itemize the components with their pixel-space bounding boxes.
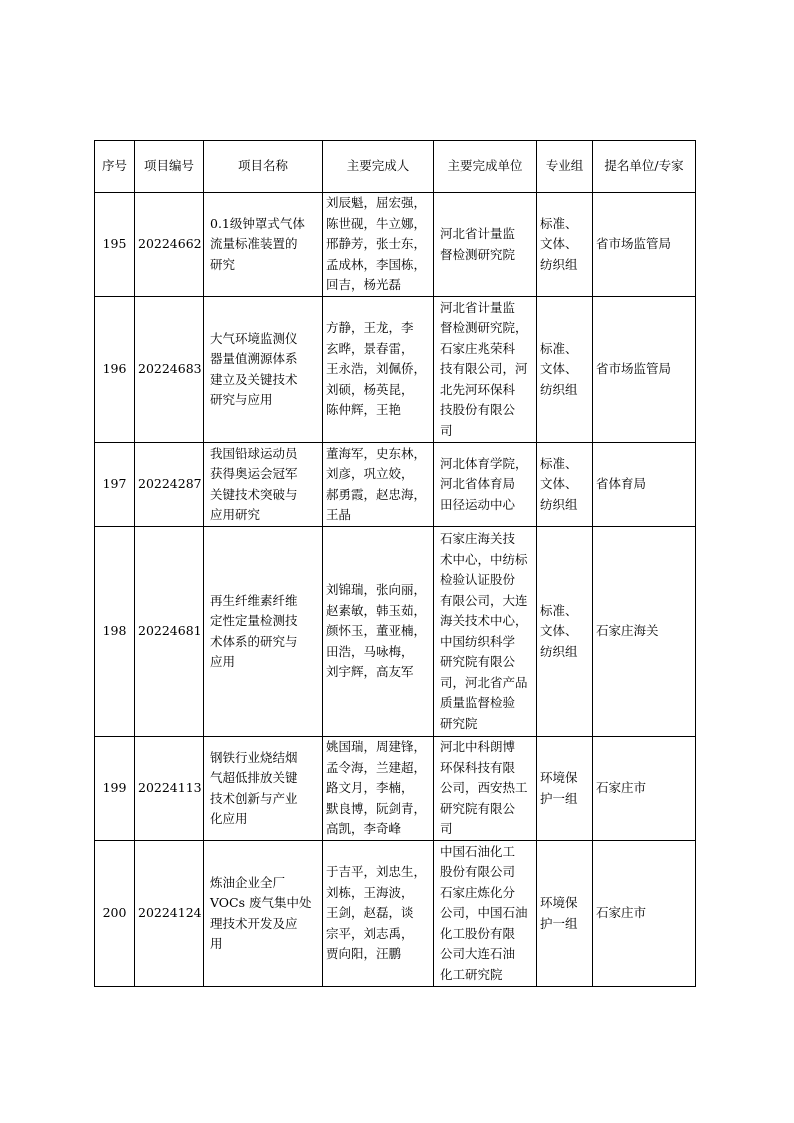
row-units: 河北省计量监 督检测研究院 <box>434 193 537 297</box>
table-row <box>95 841 696 987</box>
row-units: 中国石油化工 股份有限公司 石家庄炼化分 公司，中国石油 化工股份有限 公司大连石油 化工研究院 <box>434 841 537 987</box>
header-name: 项目名称 <box>204 141 323 193</box>
row-units: 河北省计量监 督检测研究院， 石家庄兆荣科 技有限公司，河 北先河环保科 技股份有限公 司 <box>434 297 537 443</box>
row-no: 199 <box>95 737 135 841</box>
header-people: 主要完成人 <box>323 141 434 193</box>
row-people: 姚国瑞，周建锋， 孟令海，兰建超， 路文月，李楠， 默良博，阮剑青， 高凯，李奇峰 <box>323 737 434 841</box>
project-table <box>94 140 696 987</box>
header-no: 序号 <box>95 141 135 193</box>
row-no: 196 <box>95 297 135 443</box>
row-people: 董海军，史东林， 刘彦，巩立姣， 郝勇霞，赵忠海， 王晶 <box>323 443 434 527</box>
table-row <box>95 297 696 443</box>
row-code: 20224681 <box>135 527 204 737</box>
row-units: 石家庄海关技 术中心，中纺标 检验认证股份 有限公司，大连 海关技术中心， 中国纺织科学 研究院有限公 司，河北省产品 质量监督检验 研究院 <box>434 527 537 737</box>
row-project-name: 再生纤维素纤维 定性定量检测技 术体系的研究与 应用 <box>204 527 323 737</box>
header-code: 项目编号 <box>135 141 204 193</box>
row-group: 标准、 文体、 纺织组 <box>537 443 593 527</box>
row-nominator: 石家庄海关 <box>593 527 696 737</box>
row-group: 环境保 护一组 <box>537 841 593 987</box>
row-no: 200 <box>95 841 135 987</box>
row-code: 20224113 <box>135 737 204 841</box>
row-nominator: 石家庄市 <box>593 841 696 987</box>
row-group: 标准、 文体、 纺织组 <box>537 193 593 297</box>
row-nominator: 省市场监管局 <box>593 297 696 443</box>
row-nominator: 省体育局 <box>593 443 696 527</box>
row-project-name: 0.1级钟罩式气体 流量标准装置的 研究 <box>204 193 323 297</box>
table-row <box>95 443 696 527</box>
row-no: 198 <box>95 527 135 737</box>
row-people: 方静，王龙，李 玄晔，景春雷， 王永浩，刘佩侨， 刘硕，杨英昆， 陈仲辉，王艳 <box>323 297 434 443</box>
table-row <box>95 527 696 737</box>
row-code: 20224124 <box>135 841 204 987</box>
row-nominator: 省市场监管局 <box>593 193 696 297</box>
row-group: 标准、 文体、 纺织组 <box>537 527 593 737</box>
header-group: 专业组 <box>537 141 593 193</box>
row-group: 标准、 文体、 纺织组 <box>537 297 593 443</box>
row-group: 环境保 护一组 <box>537 737 593 841</box>
row-code: 20224683 <box>135 297 204 443</box>
row-people: 刘辰魁，屈宏强， 陈世砚，牛立娜， 邢静芳，张士东， 孟成林，李国栋， 回吉，杨光磊 <box>323 193 434 297</box>
table-row <box>95 737 696 841</box>
row-no: 197 <box>95 443 135 527</box>
header-units: 主要完成单位 <box>434 141 537 193</box>
header-nominator: 提名单位/专家 <box>593 141 696 193</box>
row-code: 20224662 <box>135 193 204 297</box>
row-units: 河北中科朗博 环保科技有限 公司，西安热工 研究院有限公 司 <box>434 737 537 841</box>
row-project-name: 大气环境监测仪 器量值溯源体系 建立及关键技术 研究与应用 <box>204 297 323 443</box>
row-people: 于吉平，刘忠生， 刘栋，王海波， 王剑，赵磊，谈 宗平，刘志禹， 贾向阳，汪鹏 <box>323 841 434 987</box>
row-project-name: 钢铁行业烧结烟 气超低排放关键 技术创新与产业 化应用 <box>204 737 323 841</box>
row-people: 刘锦瑞，张向丽， 赵素敏，韩玉茹， 颜怀玉，董亚楠， 田浩，马咏梅， 刘宇辉，高友军 <box>323 527 434 737</box>
table-row <box>95 193 696 297</box>
row-nominator: 石家庄市 <box>593 737 696 841</box>
row-units: 河北体育学院， 河北省体育局 田径运动中心 <box>434 443 537 527</box>
row-project-name: 炼油企业全厂 VOCs 废气集中处 理技术开发及应 用 <box>204 841 323 987</box>
row-project-name: 我国铅球运动员 获得奥运会冠军 关键技术突破与 应用研究 <box>204 443 323 527</box>
row-no: 195 <box>95 193 135 297</box>
row-code: 20224287 <box>135 443 204 527</box>
header-row <box>95 141 696 193</box>
